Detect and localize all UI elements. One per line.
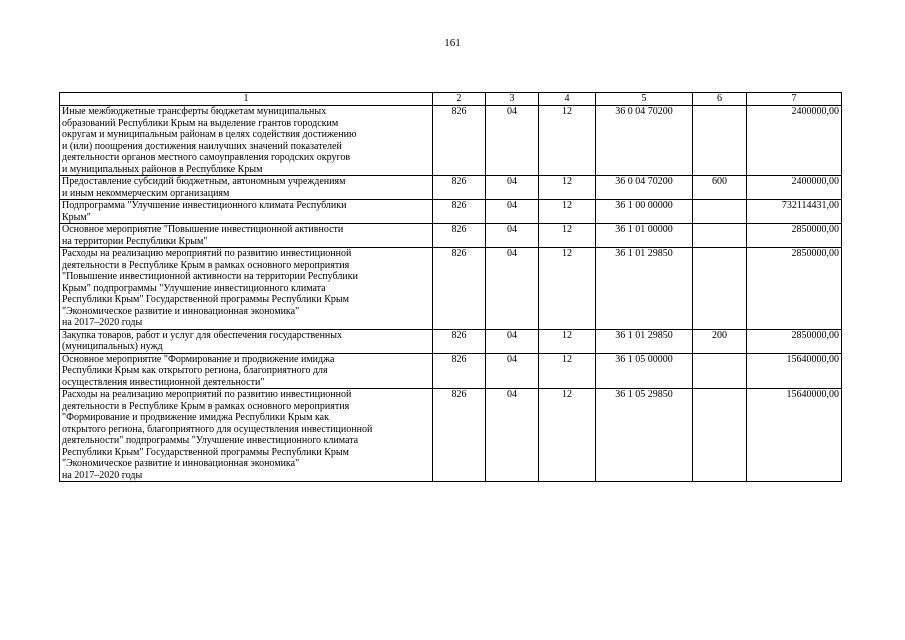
amount-cell: 15640000,00 [747, 389, 842, 482]
code-column-2: 826 [433, 389, 486, 482]
row-description [60, 176, 433, 200]
row-description [60, 248, 433, 330]
table-row [60, 248, 842, 330]
code-column-3: 04 [486, 329, 539, 353]
column-header: 1 [60, 93, 433, 106]
code-column-3: 04 [486, 200, 539, 224]
code-column-4: 12 [539, 389, 596, 482]
description-line: Расходы на реализацию мероприятий по развитию инвестиционной [62, 389, 352, 400]
table-row [60, 200, 842, 224]
description-line: осуществления инвестиционной деятельности" [62, 376, 265, 388]
row-description [60, 329, 433, 353]
column-header: 6 [693, 93, 747, 106]
code-column-6: 600 [693, 176, 747, 200]
description-line: Закупка товаров, работ и услуг для обеспечения государственных [62, 329, 343, 341]
code-column-3: 04 [486, 389, 539, 482]
description-line: округам и муниципальным районам в целях содействия достижению [62, 129, 357, 140]
column-header: 3 [486, 93, 539, 106]
description-line: Крым" подпрограммы "Улучшение инвестиционного климата [62, 282, 326, 294]
code-column-4: 12 [539, 176, 596, 200]
description-line: Республики Крым как открытого региона, благоприятного для [62, 365, 328, 376]
description-line: на 2017–2020 годы [62, 317, 143, 328]
description-line: деятельности органов местного самоуправления городских округов [62, 152, 351, 163]
amount-cell: 732114431,00 [747, 200, 842, 224]
table-body [60, 106, 842, 482]
description-line: Предоставление субсидий бюджетным, автономным учреждениям [62, 176, 346, 187]
code-column-2: 826 [433, 248, 486, 330]
description-line: и иным некоммерческим организациям [62, 187, 230, 199]
code-column-4: 12 [539, 353, 596, 389]
code-column-2: 826 [433, 329, 486, 353]
description-line: (муниципальных) нужд [62, 341, 163, 352]
description-line: "Экономическое развитие и инновационная экономика" [62, 458, 300, 469]
row-description [60, 389, 433, 482]
column-header: 2 [433, 93, 486, 106]
amount-cell: 2400000,00 [747, 176, 842, 200]
code-column-5: 36 1 01 29850 [596, 248, 693, 330]
description-line: Республики Крым" Государственной программы Республики Крым [62, 446, 349, 458]
code-column-5: 36 1 05 29850 [596, 389, 693, 482]
description-line: образований Республики Крым на выделение грантов городским [62, 117, 339, 129]
code-column-5: 36 1 00 00000 [596, 200, 693, 224]
code-column-5: 36 1 05 00000 [596, 353, 693, 389]
table-row [60, 353, 842, 389]
code-column-2: 826 [433, 200, 486, 224]
description-line: "Повышение инвестиционной активности на территории Республики [62, 271, 358, 282]
column-header: 5 [596, 93, 693, 106]
code-column-4: 12 [539, 106, 596, 176]
row-description [60, 106, 433, 176]
code-column-3: 04 [486, 353, 539, 389]
description-line: "Формирование и продвижение имиджа Республики Крым как [62, 412, 329, 423]
description-line: на территории Республики Крым" [62, 235, 208, 247]
table-row [60, 106, 842, 176]
description-line: Расходы на реализацию мероприятий по развитию инвестиционной [62, 248, 352, 259]
table-row [60, 224, 842, 248]
description-line: деятельности в Республике Крым в рамках основного мероприятия [62, 259, 350, 271]
column-header: 4 [539, 93, 596, 106]
column-header: 7 [747, 93, 842, 106]
code-column-5: 36 0 04 70200 [596, 106, 693, 176]
code-column-6: 200 [693, 329, 747, 353]
code-column-6 [693, 353, 747, 389]
description-line: "Экономическое развитие и инновационная экономика" [62, 305, 300, 317]
table-header-row [60, 93, 842, 106]
code-column-2: 826 [433, 106, 486, 176]
description-line: Иные межбюджетные трансферты бюджетам муниципальных [62, 106, 327, 117]
code-column-6 [693, 389, 747, 482]
code-column-4: 12 [539, 200, 596, 224]
budget-table [59, 92, 842, 482]
table-row [60, 329, 842, 353]
code-column-4: 12 [539, 329, 596, 353]
code-column-5: 36 1 01 00000 [596, 224, 693, 248]
code-column-3: 04 [486, 176, 539, 200]
code-column-4: 12 [539, 224, 596, 248]
description-line: Основное мероприятие "Формирование и продвижение имиджа [62, 353, 335, 365]
amount-cell: 2850000,00 [747, 224, 842, 248]
page-number: 161 [444, 37, 461, 49]
description-line: Крым" [62, 211, 91, 223]
code-column-5: 36 1 01 29850 [596, 329, 693, 353]
row-description [60, 200, 433, 224]
code-column-2: 826 [433, 353, 486, 389]
code-column-4: 12 [539, 248, 596, 330]
code-column-6 [693, 248, 747, 330]
description-line: открытого региона, благоприятного для осуществления инвестиционной [62, 423, 373, 435]
code-column-6 [693, 106, 747, 176]
table-row [60, 176, 842, 200]
description-line: Основное мероприятие "Повышение инвестиционной активности [62, 224, 344, 235]
description-line: и (или) поощрения достижения наилучших значений показателей [62, 140, 342, 152]
description-line: и муниципальных районов в Республике Крым [62, 163, 263, 175]
code-column-2: 826 [433, 176, 486, 200]
description-line: Республики Крым" Государственной программы Республики Крым [62, 294, 349, 305]
code-column-3: 04 [486, 248, 539, 330]
amount-cell: 2850000,00 [747, 329, 842, 353]
code-column-3: 04 [486, 224, 539, 248]
amount-cell: 2400000,00 [747, 106, 842, 176]
code-column-6 [693, 224, 747, 248]
amount-cell: 2850000,00 [747, 248, 842, 330]
amount-cell: 15640000,00 [747, 353, 842, 389]
row-description [60, 224, 433, 248]
description-line: деятельности в Республике Крым в рамках основного мероприятия [62, 400, 350, 412]
code-column-2: 826 [433, 224, 486, 248]
code-column-3: 04 [486, 106, 539, 176]
row-description [60, 353, 433, 389]
table-row [60, 389, 842, 482]
code-column-5: 36 0 04 70200 [596, 176, 693, 200]
description-line: Подпрограмма "Улучшение инвестиционного климата Республики [62, 200, 347, 211]
description-line: деятельности" подпрограммы "Улучшение инвестиционного климата [62, 435, 359, 446]
code-column-6 [693, 200, 747, 224]
description-line: на 2017–2020 годы [62, 469, 143, 481]
